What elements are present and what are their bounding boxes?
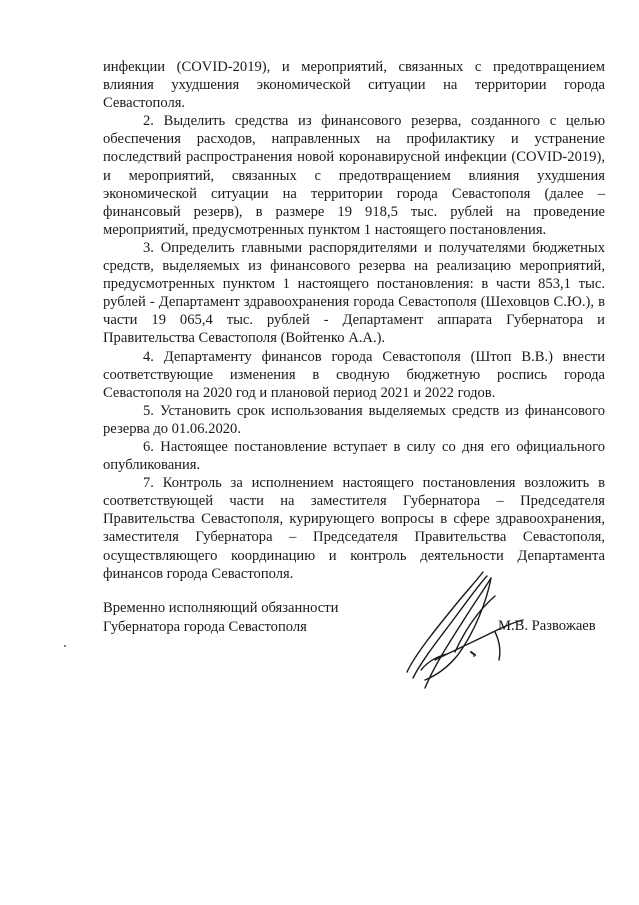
signatory-position-line1: Временно исполняющий обязанности [103, 600, 339, 616]
signatory-position-line2: Губернатора города Севастополя [103, 618, 307, 635]
paragraph-item-5: 5. Установить срок использования выделяемых средств из финансового резерва до 01.06.2020. [103, 402, 605, 437]
document-body [103, 58, 605, 583]
handwritten-signature [395, 560, 565, 700]
paragraph-item-6: 6. Настоящее постановление вступает в силу со дня его официального опубликования. [103, 438, 605, 474]
paragraph-item-2: 2. Выделить средства из финансового резерва, созданного с целью обеспечения расходов, направленных на профилактику и устранение последствий распространения новой коронавирусной инфекции (COVID-2019), и мероприятий, связанных с предотвращением влияния ухудшения экономической ситуации на территории города Севастополя (далее – финансовый резерв), в размере 19 918,5 тыс. рублей на проведение мероприятий, предусмотренных пунктом 1 настоящего постановления. [103, 113, 605, 238]
paragraph-item-3: 3. Определить главными распорядителями и получателями бюджетных средств, выделяемых из финансового резерва на реализацию мероприятий, предусмотренных пунктом 1 настоящего постановления: в части 853,1 тыс. рублей - Департамент здравоохранения города Севастополя (Шеховцов С.Ю.), в части 19 065,4 тыс. рублей - Департамент аппарата Губернатора и Правительства Севастополя (Войтенко А.А.). [103, 239, 605, 347]
paragraph-item-7: 7. Контроль за исполнением настоящего постановления возложить в соответствующей части на заместителя Губернатора – Председателя Правительства Севастополя, курирующего вопросы в сфере здравоохранения, заместителя Губернатора – Председателя Правительства Севастополя, осуществляющего координацию и контроль деятельности Департамента финансов города Севастополя. [103, 475, 605, 582]
scan-speck [473, 655, 475, 657]
signatory-position [103, 599, 338, 636]
signatory-name: М.В. Развожаев [498, 618, 596, 634]
scan-speck [64, 645, 66, 647]
paragraph-item-4: 4. Департаменту финансов города Севастополя (Штоп В.В.) внести соответствующие изменения в сводную бюджетную роспись города Севастополя на 2020 год и плановой период 2021 и 2022 годов. [103, 348, 605, 401]
paragraph-continuation: инфекции (COVID-2019), и мероприятий, связанных с предотвращением влияния ухудшения экономической ситуации на территории города Севастополя. [103, 59, 605, 112]
